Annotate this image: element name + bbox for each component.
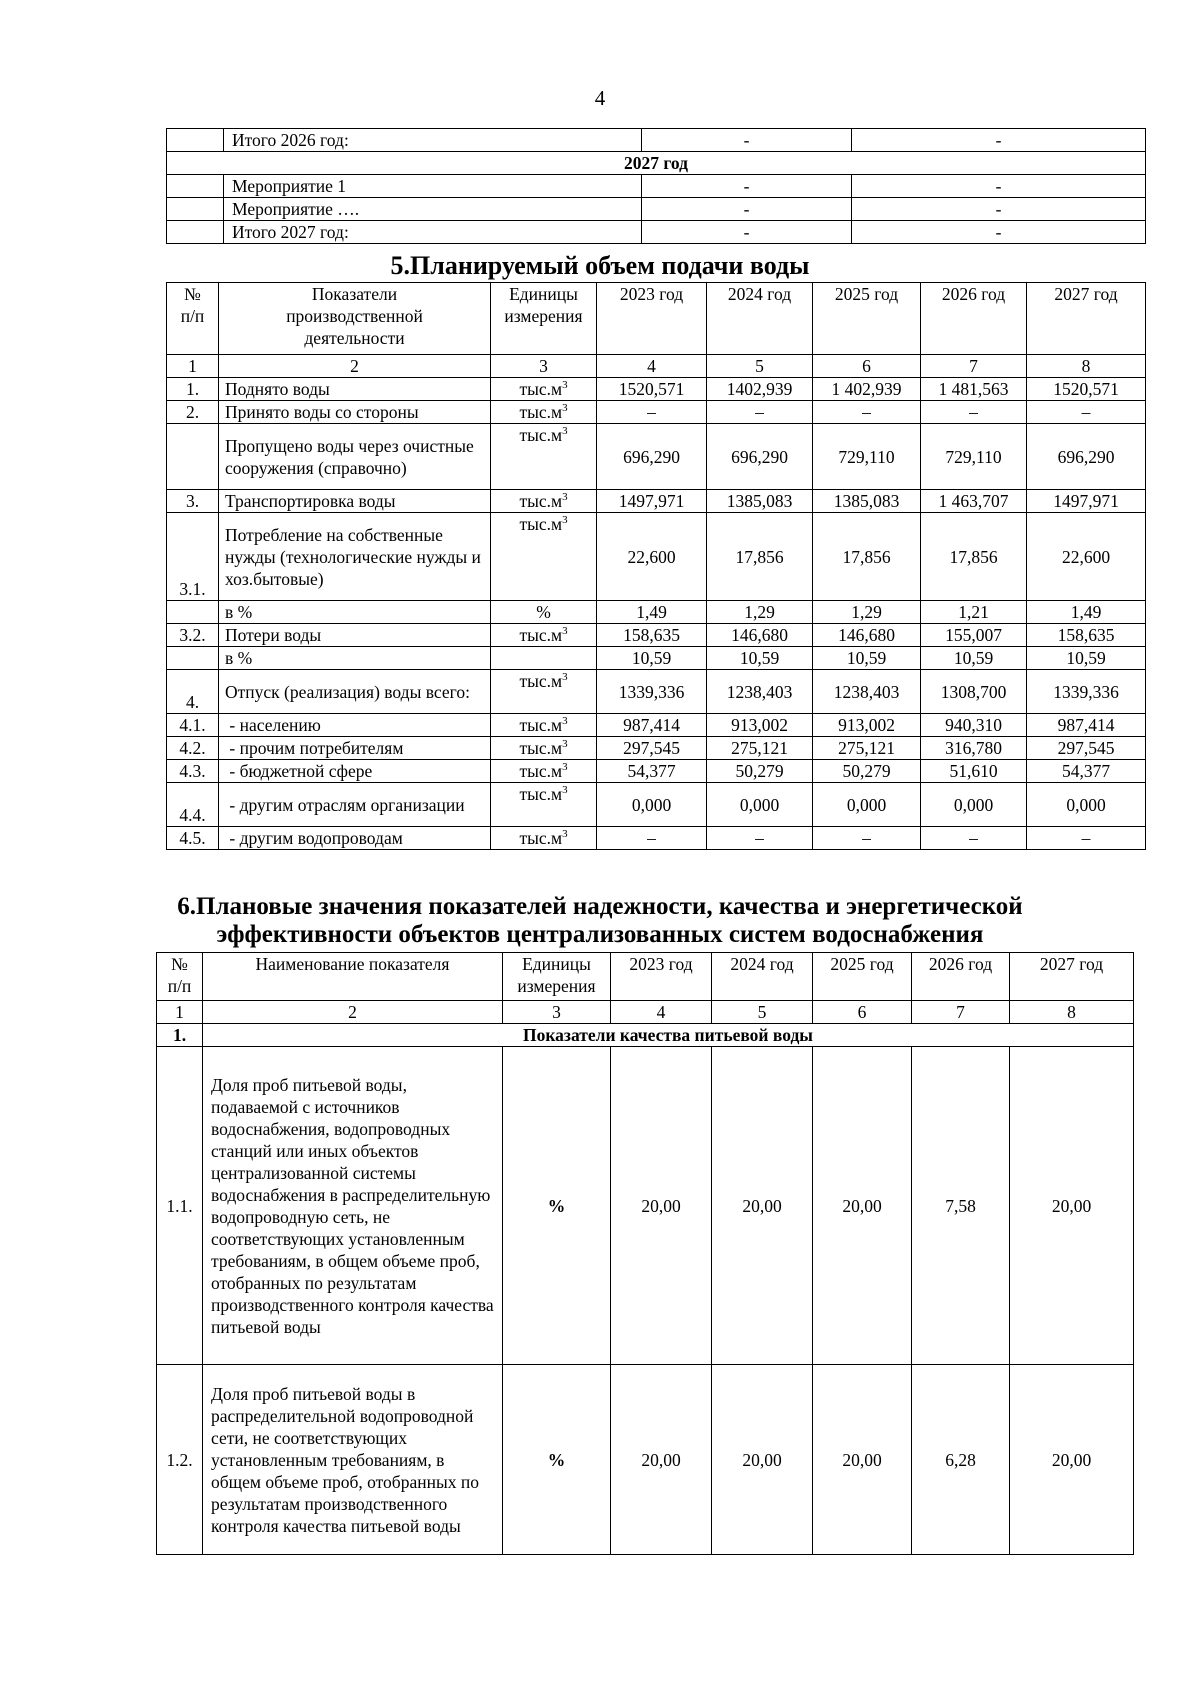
row-unit <box>491 737 597 760</box>
row-name: - другим отраслям организации <box>219 783 491 827</box>
cell-value: 940,310 <box>921 714 1027 737</box>
unit-superscript: 3 <box>562 491 568 504</box>
row-unit: % <box>503 1365 611 1555</box>
row-name: - другим водопроводам <box>219 827 491 850</box>
row-num: 4.5. <box>167 827 219 850</box>
row-name: Потребление на собственные нужды (технологические нужды и хоз.бытовые) <box>219 513 491 601</box>
unit-text: тыс.м <box>519 514 563 534</box>
unit-superscript: 3 <box>562 715 568 728</box>
cell-value: 0,000 <box>921 783 1027 827</box>
section5-title: 5.Планируемый объем подачи воды <box>390 251 810 280</box>
column-numbers-row <box>157 1001 1134 1024</box>
cell-value: 20,00 <box>712 1047 813 1365</box>
year-header-row <box>167 152 1146 175</box>
table-row <box>167 221 1146 244</box>
table-row <box>167 490 1146 513</box>
column-number: 5 <box>712 1001 813 1024</box>
row-name: Пропущено воды через очистные сооружения (справочно) <box>219 424 491 490</box>
row-num <box>167 424 219 490</box>
cell-value: 10,59 <box>921 647 1027 670</box>
header-year: 2025 год <box>813 953 912 1001</box>
header-year: 2027 год <box>1027 283 1146 355</box>
cell-value: 146,680 <box>813 624 921 647</box>
row-num: 1.2. <box>157 1365 203 1555</box>
column-number: 5 <box>707 355 813 378</box>
row-unit <box>491 401 597 424</box>
row-num: 3.1. <box>167 513 219 601</box>
table-row <box>157 1365 1134 1555</box>
row-num: 1. <box>167 378 219 401</box>
unit-text: тыс.м <box>519 828 563 848</box>
cell-value: 696,290 <box>1027 424 1146 490</box>
cell-value: 7,58 <box>912 1047 1010 1365</box>
column-number: 1 <box>157 1001 203 1024</box>
unit-superscript: 3 <box>562 761 568 774</box>
row-num <box>167 601 219 624</box>
cell-value: 20,00 <box>611 1365 712 1555</box>
cell-value: – <box>813 827 921 850</box>
unit-superscript: 3 <box>562 625 568 638</box>
cell-value: 275,121 <box>813 737 921 760</box>
cell-value: 1,49 <box>597 601 707 624</box>
header-indicator: Наименование показателя <box>203 953 503 1001</box>
row-name: Отпуск (реализация) воды всего: <box>219 670 491 714</box>
cell-value: 50,279 <box>813 760 921 783</box>
header-indicator: Показатели производственной деятельности <box>219 283 491 355</box>
table-row <box>167 647 1146 670</box>
row-unit <box>491 513 597 601</box>
cell-value: - <box>642 129 852 152</box>
row-unit <box>491 624 597 647</box>
section6-title-line2: эффективности объектов централизованных систем водоснабжения <box>216 921 984 948</box>
header-year: 2027 год <box>1010 953 1134 1001</box>
row-label: Итого 2027 год: <box>224 221 642 244</box>
cell-value: – <box>707 401 813 424</box>
cell-value: 20,00 <box>1010 1365 1134 1555</box>
column-number: 6 <box>813 1001 912 1024</box>
water-supply-table <box>166 282 1146 850</box>
cell-value: 20,00 <box>611 1047 712 1365</box>
column-number: 4 <box>597 355 707 378</box>
row-name: в % <box>219 601 491 624</box>
header-year: 2026 год <box>921 283 1027 355</box>
cell-value: 1402,939 <box>707 378 813 401</box>
column-number: 7 <box>912 1001 1010 1024</box>
cell-value: 10,59 <box>597 647 707 670</box>
cell-value: 17,856 <box>707 513 813 601</box>
row-name: - населению <box>219 714 491 737</box>
row-num: 2. <box>167 401 219 424</box>
table-row <box>167 129 1146 152</box>
cell-value: – <box>597 401 707 424</box>
header-row <box>167 283 1146 355</box>
cell-value: 22,600 <box>1027 513 1146 601</box>
unit-text: % <box>536 602 551 622</box>
cell-value: 297,545 <box>1027 737 1146 760</box>
cell-value: - <box>642 221 852 244</box>
row-name: Принято воды со стороны <box>219 401 491 424</box>
cell-value: 1 481,563 <box>921 378 1027 401</box>
table-row <box>167 760 1146 783</box>
row-label: Мероприятие 1 <box>224 175 642 198</box>
table-row <box>167 670 1146 714</box>
cell-value: 0,000 <box>813 783 921 827</box>
cell-value: 297,545 <box>597 737 707 760</box>
row-unit <box>491 670 597 714</box>
row-label: Мероприятие …. <box>224 198 642 221</box>
cell-value: 158,635 <box>1027 624 1146 647</box>
row-num: 4. <box>167 670 219 714</box>
row-unit <box>491 827 597 850</box>
cell-value: 1308,700 <box>921 670 1027 714</box>
cell-value: 0,000 <box>597 783 707 827</box>
cell-value: 1520,571 <box>1027 378 1146 401</box>
unit-text: тыс.м <box>519 715 563 735</box>
unit-superscript: 3 <box>562 402 568 415</box>
cell-value: 20,00 <box>1010 1047 1134 1365</box>
cell-value: - <box>642 198 852 221</box>
unit-superscript: 3 <box>562 738 568 751</box>
column-number: 8 <box>1027 355 1146 378</box>
unit-superscript: 3 <box>562 828 568 841</box>
cell-value: 0,000 <box>707 783 813 827</box>
cell-value: 275,121 <box>707 737 813 760</box>
cell-value: 51,610 <box>921 760 1027 783</box>
table-row <box>167 827 1146 850</box>
cell-value: 987,414 <box>1027 714 1146 737</box>
year-header: 2027 год <box>167 152 1146 175</box>
header-num: № п/п <box>157 953 203 1001</box>
cell-value: 1238,403 <box>813 670 921 714</box>
cell-value: 20,00 <box>813 1047 912 1365</box>
unit-superscript: 3 <box>562 379 568 392</box>
cell-value: 1 402,939 <box>813 378 921 401</box>
cell-value: 1,29 <box>813 601 921 624</box>
column-number: 3 <box>503 1001 611 1024</box>
cell-value: 17,856 <box>813 513 921 601</box>
cell-value: 22,600 <box>597 513 707 601</box>
group-row <box>157 1024 1134 1047</box>
cell-value: 1339,336 <box>1027 670 1146 714</box>
header-units: Единицы измерения <box>491 283 597 355</box>
cell-value: – <box>597 827 707 850</box>
row-unit <box>491 647 597 670</box>
header-units: Единицы измерения <box>503 953 611 1001</box>
cell-value: 50,279 <box>707 760 813 783</box>
cell-value: - <box>852 175 1146 198</box>
table-row <box>167 737 1146 760</box>
row-name: - бюджетной сфере <box>219 760 491 783</box>
unit-text: тыс.м <box>519 425 563 445</box>
column-number: 4 <box>611 1001 712 1024</box>
row-name: Доля проб питьевой воды, подаваемой с источников водоснабжения, водопроводных станций или иных объектов централизованной системы водоснабжения в распределительную водопроводную сеть, не соответствующих установленным требованиям, в общем объеме проб, отобранных по результатам производственного контроля качества питьевой воды <box>203 1047 503 1365</box>
header-row <box>157 953 1134 1001</box>
header-year: 2025 год <box>813 283 921 355</box>
column-number: 2 <box>219 355 491 378</box>
cell-value: 1,29 <box>707 601 813 624</box>
cell-value: 1497,971 <box>1027 490 1146 513</box>
group-name: Показатели качества питьевой воды <box>203 1024 1134 1047</box>
unit-text: тыс.м <box>519 761 563 781</box>
column-numbers-row <box>167 355 1146 378</box>
row-num: 4.1. <box>167 714 219 737</box>
cell-value: - <box>852 198 1146 221</box>
cell-value: 913,002 <box>707 714 813 737</box>
cell-value: 1 463,707 <box>921 490 1027 513</box>
unit-text: тыс.м <box>519 671 563 691</box>
page-number: 4 <box>594 86 606 110</box>
cell-value: 146,680 <box>707 624 813 647</box>
table-row <box>167 624 1146 647</box>
table-row <box>167 424 1146 490</box>
cell-value: 1,49 <box>1027 601 1146 624</box>
row-name: - прочим потребителям <box>219 737 491 760</box>
header-year: 2026 год <box>912 953 1010 1001</box>
table-row <box>167 513 1146 601</box>
row-num <box>167 647 219 670</box>
cell-value: 10,59 <box>813 647 921 670</box>
header-year: 2023 год <box>611 953 712 1001</box>
events-table <box>166 128 1146 244</box>
column-number: 1 <box>167 355 219 378</box>
row-unit: % <box>503 1047 611 1365</box>
header-year: 2023 год <box>597 283 707 355</box>
unit-superscript: 3 <box>562 671 568 684</box>
cell-value: 1497,971 <box>597 490 707 513</box>
cell-value: - <box>642 175 852 198</box>
unit-text: тыс.м <box>519 491 563 511</box>
row-num: 1.1. <box>157 1047 203 1365</box>
cell-value: 696,290 <box>597 424 707 490</box>
cell-value: – <box>921 827 1027 850</box>
cell-value: 6,28 <box>912 1365 1010 1555</box>
column-number: 6 <box>813 355 921 378</box>
row-unit <box>491 760 597 783</box>
header-year: 2024 год <box>707 283 813 355</box>
unit-superscript: 3 <box>562 425 568 438</box>
row-unit <box>491 490 597 513</box>
cell-value: – <box>1027 401 1146 424</box>
cell-value: 1520,571 <box>597 378 707 401</box>
row-unit <box>491 424 597 490</box>
table-row <box>167 783 1146 827</box>
table-row <box>167 601 1146 624</box>
column-number: 3 <box>491 355 597 378</box>
header-year: 2024 год <box>712 953 813 1001</box>
row-name: Потери воды <box>219 624 491 647</box>
cell-value: 696,290 <box>707 424 813 490</box>
row-unit <box>491 378 597 401</box>
cell-value: 1,21 <box>921 601 1027 624</box>
cell-value: 1385,083 <box>707 490 813 513</box>
table-row <box>157 1047 1134 1365</box>
column-number: 7 <box>921 355 1027 378</box>
row-name: Доля проб питьевой воды в распределительной водопроводной сети, не соответствующих установленным требованиям, в общем объеме проб, отобранных по результатам производственного контроля качества питьевой воды <box>203 1365 503 1555</box>
row-num: 3. <box>167 490 219 513</box>
cell-value: 10,59 <box>707 647 813 670</box>
row-unit <box>491 601 597 624</box>
column-number: 2 <box>203 1001 503 1024</box>
row-unit <box>491 783 597 827</box>
row-unit <box>491 714 597 737</box>
cell-value: - <box>852 221 1146 244</box>
cell-value: – <box>921 401 1027 424</box>
cell-value: 0,000 <box>1027 783 1146 827</box>
row-name: в % <box>219 647 491 670</box>
cell-value: – <box>813 401 921 424</box>
group-num: 1. <box>157 1024 203 1047</box>
row-num: 3.2. <box>167 624 219 647</box>
header-num: № п/п <box>167 283 219 355</box>
row-name: Транспортировка воды <box>219 490 491 513</box>
unit-superscript: 3 <box>562 514 568 527</box>
table-row <box>167 175 1146 198</box>
cell-value: 729,110 <box>921 424 1027 490</box>
section6-title-line1: 6.Плановые значения показателей надежности, качества и энергетической <box>177 893 1023 920</box>
cell-value: 155,007 <box>921 624 1027 647</box>
cell-value: 316,780 <box>921 737 1027 760</box>
row-name: Поднято воды <box>219 378 491 401</box>
row-num: 4.2. <box>167 737 219 760</box>
unit-text: тыс.м <box>519 625 563 645</box>
cell-value: 987,414 <box>597 714 707 737</box>
cell-value: 20,00 <box>813 1365 912 1555</box>
table-row <box>167 198 1146 221</box>
cell-value: 158,635 <box>597 624 707 647</box>
unit-superscript: 3 <box>562 784 568 797</box>
row-label: Итого 2026 год: <box>224 129 642 152</box>
cell-value: 1385,083 <box>813 490 921 513</box>
unit-text: тыс.м <box>519 379 563 399</box>
table-row <box>167 714 1146 737</box>
cell-value: 20,00 <box>712 1365 813 1555</box>
cell-value: – <box>707 827 813 850</box>
row-num: 4.3. <box>167 760 219 783</box>
unit-text: тыс.м <box>519 738 563 758</box>
unit-text: тыс.м <box>519 784 563 804</box>
cell-value: 729,110 <box>813 424 921 490</box>
table-row <box>167 401 1146 424</box>
cell-value: – <box>1027 827 1146 850</box>
cell-value: 913,002 <box>813 714 921 737</box>
cell-value: - <box>852 129 1146 152</box>
quality-indicators-table <box>156 952 1134 1555</box>
column-number: 8 <box>1010 1001 1134 1024</box>
cell-value: 54,377 <box>597 760 707 783</box>
cell-value: 10,59 <box>1027 647 1146 670</box>
cell-value: 1238,403 <box>707 670 813 714</box>
row-num: 4.4. <box>167 783 219 827</box>
cell-value: 1339,336 <box>597 670 707 714</box>
cell-value: 17,856 <box>921 513 1027 601</box>
cell-value: 54,377 <box>1027 760 1146 783</box>
table-row <box>167 378 1146 401</box>
unit-text: тыс.м <box>519 402 563 422</box>
